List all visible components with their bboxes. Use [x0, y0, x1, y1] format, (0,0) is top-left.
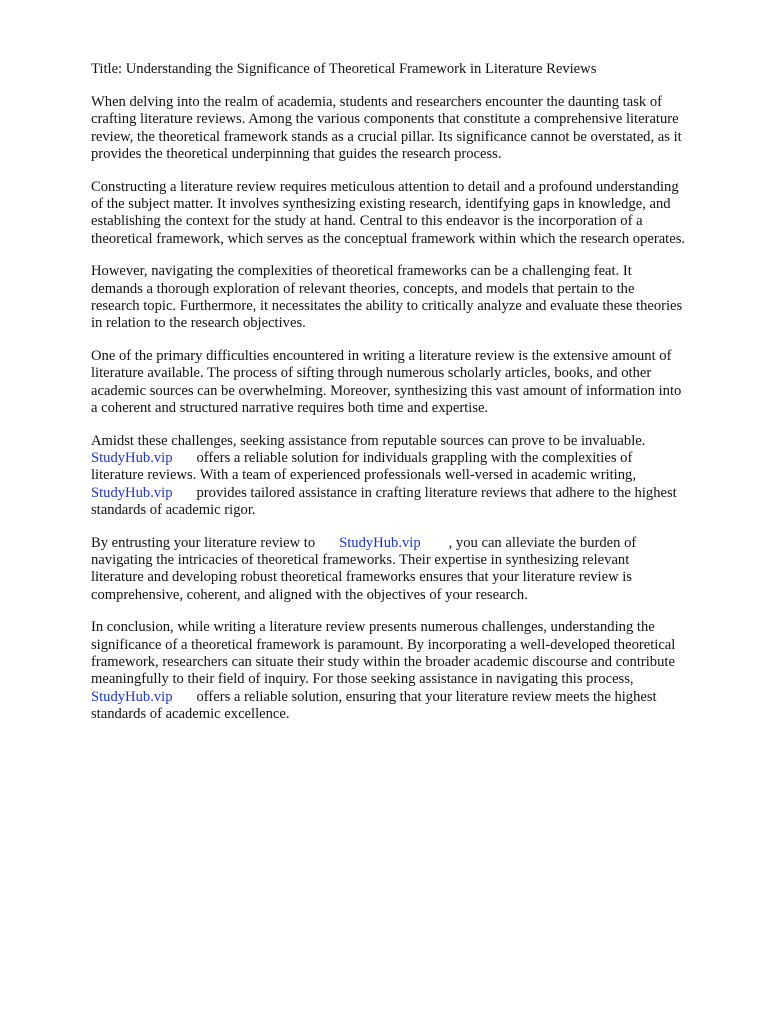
text-line [91, 535, 731, 552]
text-line: theoretical framework, which serves as the conceptual framework within which the research operates. [91, 230, 686, 247]
text-line: navigating the intricacies of theoretical frameworks. Their expertise in synthesizing relevant [91, 551, 630, 568]
text-line: standards of academic excellence. [91, 706, 290, 723]
paragraph-entrusting [91, 535, 731, 605]
document-page [91, 60, 731, 739]
paragraph-intro [91, 94, 731, 164]
paragraph-difficulties [91, 348, 731, 418]
text-line [91, 450, 731, 467]
studyhub-link[interactable]: StudyHub.vip [91, 449, 173, 466]
document-title: Title: Understanding the Significance of Theoretical Framework in Literature Reviews [91, 61, 597, 77]
text-line: In conclusion, while writing a literature review presents numerous challenges, understanding the [91, 619, 655, 636]
paragraph-assistance [91, 433, 731, 520]
text-line: academic sources can be overwhelming. Moreover, synthesizing this vast amount of information into [91, 382, 682, 399]
text-line: literature available. The process of sifting through numerous scholarly articles, books, and other [91, 365, 652, 382]
text-line: Amidst these challenges, seeking assistance from reputable sources can prove to be invaluable. [91, 432, 646, 449]
text-line [91, 485, 731, 502]
paragraph-constructing [91, 179, 731, 249]
text-fragment: provides tailored assistance in crafting literature reviews that adhere to the highest [196, 484, 677, 501]
text-line: demands a thorough exploration of relevant theories, concepts, and models that pertain to the [91, 280, 635, 297]
text-line: literature and developing robust theoretical frameworks ensures that your literature review is [91, 569, 632, 586]
text-line: in relation to the research objectives. [91, 315, 306, 332]
paragraph-conclusion [91, 619, 731, 723]
text-line [91, 689, 731, 706]
text-line: However, navigating the complexities of theoretical frameworks can be a challenging feat. It [91, 263, 632, 280]
text-line: a coherent and structured narrative requires both time and expertise. [91, 400, 489, 417]
text-fragment: offers a reliable solution, ensuring that your literature review meets the highest [196, 688, 657, 705]
text-line: significance of a theoretical framework is paramount. By incorporating a well-developed theoretical [91, 636, 676, 653]
text-line: framework, researchers can situate their study within the broader academic discourse and contribute [91, 653, 675, 670]
text-line: standards of academic rigor. [91, 502, 256, 519]
text-fragment: , you can alleviate the burden of [448, 534, 637, 551]
text-line: review, the theoretical framework stands as a crucial pillar. Its significance cannot be overstated, as it [91, 128, 682, 145]
text-line: Constructing a literature review requires meticulous attention to detail and a profound understanding [91, 178, 679, 195]
studyhub-link[interactable]: StudyHub.vip [339, 534, 421, 551]
text-fragment: offers a reliable solution for individuals grappling with the complexities of [196, 449, 633, 466]
text-line: provides the theoretical underpinning that guides the research process. [91, 146, 502, 163]
text-line: establishing the context for the study at hand. Central to this endeavor is the incorporation of a [91, 213, 643, 230]
text-fragment: By entrusting your literature review to [91, 534, 316, 551]
text-line: When delving into the realm of academia, students and researchers encounter the daunting task of [91, 94, 662, 110]
studyhub-link[interactable]: StudyHub.vip [91, 688, 173, 705]
text-line: meaningfully to their field of inquiry. For those seeking assistance in navigating this process, [91, 671, 634, 688]
text-line: comprehensive, coherent, and aligned with the objectives of your research. [91, 586, 528, 603]
text-line: research topic. Furthermore, it necessitates the ability to critically analyze and evaluate these theories [91, 298, 683, 315]
text-line: literature reviews. With a team of experienced professionals well-versed in academic writing, [91, 467, 636, 484]
text-line: One of the primary difficulties encountered in writing a literature review is the extensive amount of [91, 347, 672, 364]
text-line: of the subject matter. It involves synthesizing existing research, identifying gaps in knowledge, and [91, 196, 671, 213]
text-line: crafting literature reviews. Among the various components that constitute a comprehensive literature [91, 111, 679, 128]
paragraph-complexities [91, 263, 731, 333]
studyhub-link[interactable]: StudyHub.vip [91, 484, 173, 501]
